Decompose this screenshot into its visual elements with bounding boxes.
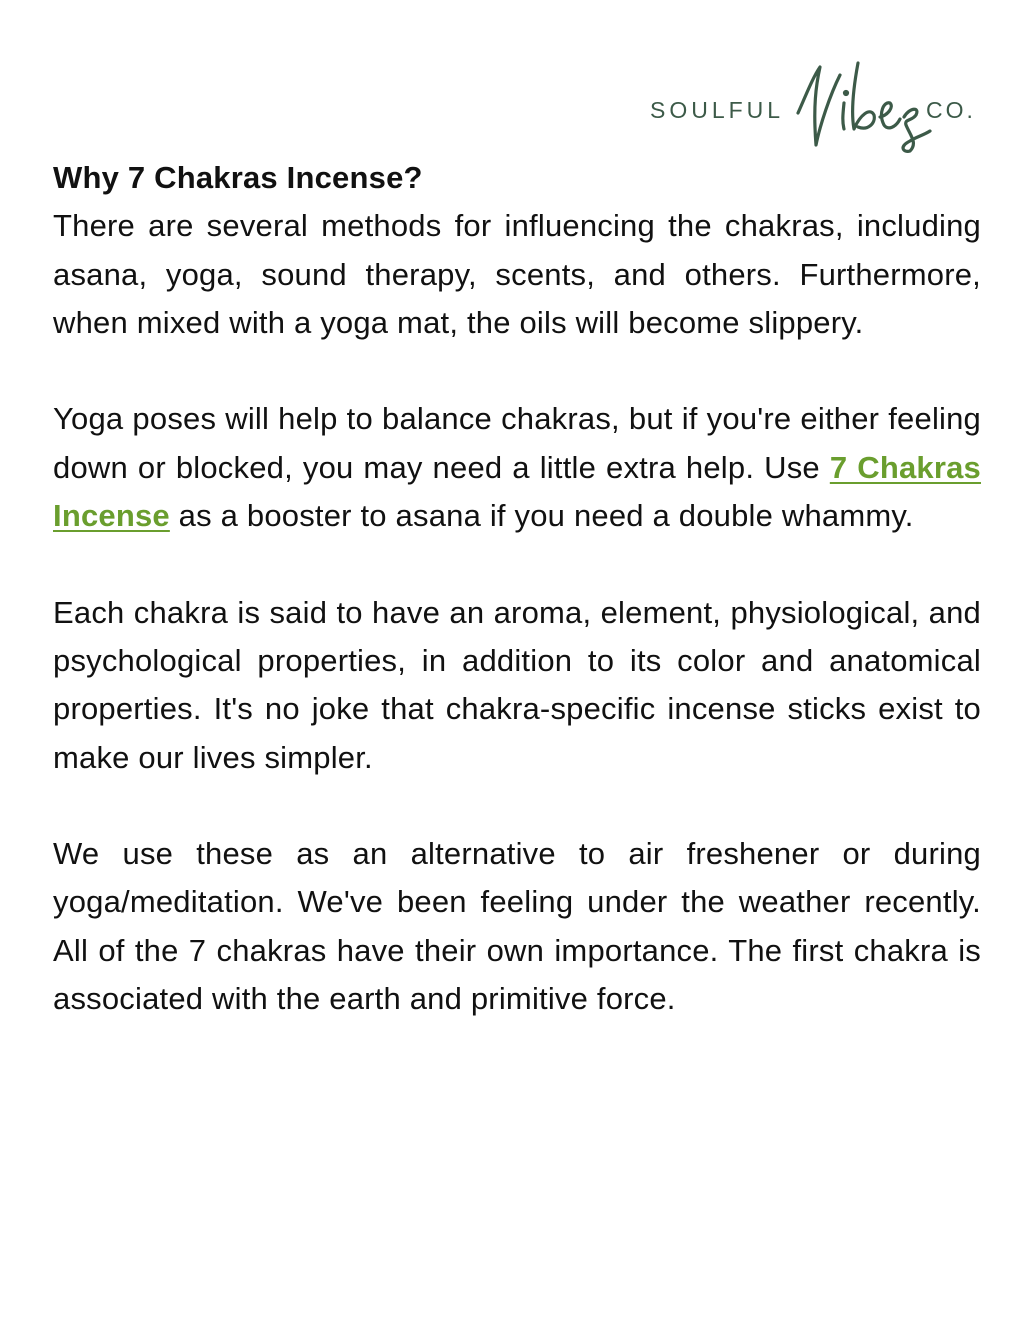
paragraph-3: Each chakra is said to have an aroma, element, physiological, and psychological properties, in addition to its color and anatomical properties. It's no joke that chakra-specific incense sticks exist to make our lives simpler. [53, 594, 981, 775]
paragraph-2 [53, 395, 981, 540]
logo-word-left: SOULFUL [650, 97, 785, 123]
paragraph-2-text-after: as a booster to asana if you need a double whammy. [169, 498, 914, 534]
article-body [53, 154, 981, 1072]
logo-word-right: CO. [926, 97, 976, 123]
paragraph-4: We use these as an alternative to air freshener or during yoga/meditation. We've been feeling under the weather recently. All of the 7 chakras have their own importance. The first chakra is associated with the earth and primitive force. [53, 836, 981, 1017]
paragraph-1: There are several methods for influencing the chakras, including asana, yoga, sound therapy, scents, and others. Furthermore, when mixed with a yoga mat, the oils will become slippery. [53, 208, 981, 340]
brand-logo [648, 55, 978, 155]
chakras-incense-link[interactable]: 7 Chakras Incense [53, 449, 981, 534]
logo-script-vibes-icon [798, 63, 930, 151]
soulful-vibes-logo-icon [648, 55, 978, 155]
paragraph-2-text-before: Yoga poses will help to balance chakras, but if you're either feeling down or blocked, you may need a little extra help. Use [53, 401, 981, 485]
article-heading: Why 7 Chakras Incense? [53, 160, 423, 195]
